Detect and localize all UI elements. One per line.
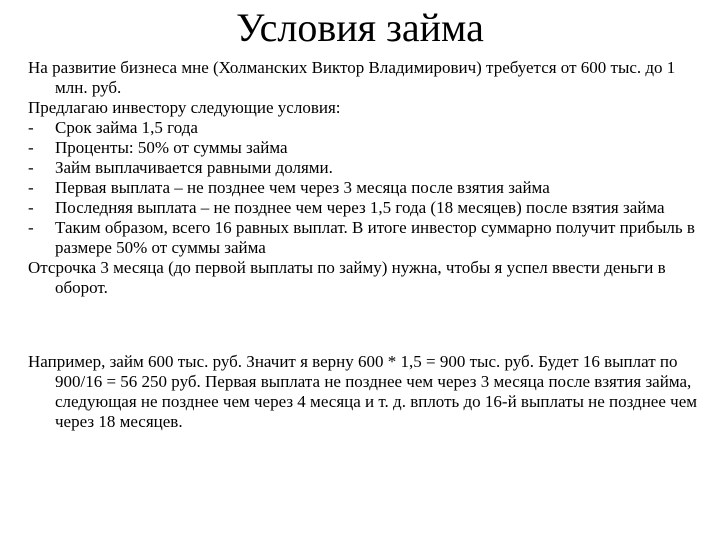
condition-item [28, 158, 703, 178]
spacer [28, 298, 703, 352]
bullet-dash: - [28, 198, 34, 217]
condition-text: Срок займа 1,5 года [55, 118, 198, 137]
example-paragraph: Например, займ 600 тыс. руб. Значит я верну 600 * 1,5 = 900 тыс. руб. Будет 16 выплат по 900/16 = 56 250 руб. Первая выплата не позднее чем через 3 месяца после взятия займа, следующая не позднее чем через 4 месяца и т. д. вплоть до 16-й выплаты не позднее чем через 18 месяцев. [28, 352, 697, 431]
bullet-dash: - [28, 178, 34, 197]
slide-body [28, 58, 703, 432]
bullet-dash: - [28, 118, 34, 137]
bullet-dash: - [28, 138, 34, 157]
condition-text: Последняя выплата – не позднее чем через 1,5 года (18 месяцев) после взятия займа [55, 198, 665, 217]
condition-text: Таким образом, всего 16 равных выплат. В итоге инвестор суммарно получит прибыль в размере 50% от суммы займа [55, 218, 695, 257]
condition-text: Займ выплачивается равными долями. [55, 158, 333, 177]
bullet-dash: - [28, 158, 34, 177]
condition-item [28, 138, 703, 158]
condition-item [28, 178, 703, 198]
intro-paragraph: На развитие бизнеса мне (Холманских Виктор Владимирович) требуется от 600 тыс. до 1 млн. руб. [28, 58, 676, 97]
slide-title: Условия займа [236, 5, 484, 50]
condition-text: Первая выплата – не позднее чем через 3 месяца после взятия займа [55, 178, 550, 197]
offer-heading: Предлагаю инвестору следующие условия: [28, 98, 341, 117]
condition-text: Проценты: 50% от суммы займа [55, 138, 288, 157]
condition-item [28, 198, 703, 218]
bullet-dash: - [28, 218, 34, 237]
condition-item [28, 218, 703, 258]
deferral-note: Отсрочка 3 месяца (до первой выплаты по займу) нужна, чтобы я успел ввести деньги в оборот. [28, 258, 666, 297]
condition-item [28, 118, 703, 138]
